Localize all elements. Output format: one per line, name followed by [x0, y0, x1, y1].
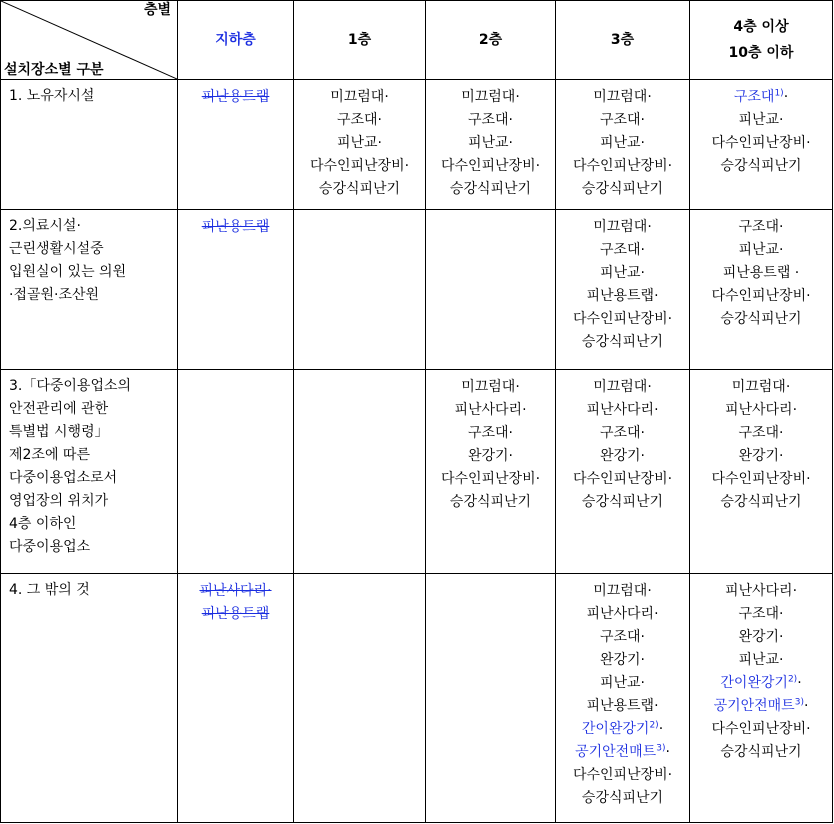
equipment-item — [690, 695, 832, 718]
equipment-item: 피난사다리· — [724, 583, 798, 599]
floor3-cell — [556, 574, 690, 823]
equipment-item: 구조대· — [738, 219, 784, 235]
row-category-cell — [1, 370, 178, 574]
equipment-item: 미끄럼대· — [593, 379, 652, 395]
equipment-item: 피난교· — [336, 135, 383, 151]
floor3-cell — [556, 370, 690, 574]
col-header-floor-4-line1: 4층 이상 — [733, 19, 789, 35]
added-item: 공기안전매트 — [575, 744, 657, 760]
category-line: 3.「다중이용업소의 — [9, 378, 132, 394]
deleted-item: 피난용트랩 — [201, 89, 270, 105]
floor1-cell — [294, 80, 426, 210]
added-item: 간이완강기 — [581, 721, 650, 737]
equipment-item: 피난교· — [738, 112, 784, 128]
equipment-item: 피난용트랩· — [586, 698, 659, 714]
floor4-cell — [690, 80, 833, 210]
equipment-item: 다수인피난장비· — [440, 158, 541, 174]
equipment-item: 다수인피난장비· — [309, 158, 410, 174]
equipment-item: 미끄럼대· — [593, 583, 652, 599]
footnote-marker: 3) — [794, 697, 804, 708]
equipment-item: 다수인피난장비· — [572, 311, 673, 327]
category-line: 2.의료시설· — [9, 218, 81, 234]
equipment-item: 피난사다리· — [724, 402, 798, 418]
category-line: 다중이용업소 — [9, 539, 91, 555]
col-header-floor-2: 2층 — [426, 1, 556, 80]
equipment-item: 구조대· — [738, 425, 784, 441]
col-header-floor-1: 1층 — [294, 1, 426, 80]
corner-header-cell — [1, 1, 178, 80]
category-line: ·접골원·조산원 — [9, 287, 100, 303]
floor1-cell — [294, 574, 426, 823]
equipment-item: 승강식피난기 — [720, 494, 802, 510]
equipment-item: 승강식피난기 — [581, 334, 664, 350]
floor2-cell — [426, 210, 556, 370]
footnote-marker: 2) — [787, 674, 798, 685]
category-line: 제2조에 따른 — [9, 447, 90, 463]
category-line: 입원실이 있는 의원 — [9, 264, 127, 280]
deleted-item: 피난용트랩 — [201, 219, 270, 235]
category-line: 근린생활시설중 — [9, 241, 104, 257]
equipment-item: 승강식피난기 — [720, 158, 802, 174]
equipment-item: 완강기· — [599, 652, 646, 668]
footnote-marker: 1) — [774, 88, 784, 99]
row-category-cell — [1, 210, 178, 370]
separator: · — [665, 744, 670, 760]
row-category-cell — [1, 80, 178, 210]
footnote-marker: 2) — [649, 720, 659, 731]
equipment-item: 미끄럼대· — [593, 89, 652, 105]
floor2-cell — [426, 370, 556, 574]
equipment-item: 피난용트랩· — [586, 288, 659, 304]
basement-cell — [178, 80, 294, 210]
floor4-cell — [690, 370, 833, 574]
equipment-item: 다수인피난장비· — [711, 471, 811, 487]
added-item: 간이완강기 — [720, 675, 788, 691]
added-item: 구조대 — [733, 89, 775, 105]
floor4-cell — [690, 210, 833, 370]
equipment-item — [556, 718, 689, 741]
equipment-item: 구조대· — [599, 629, 646, 645]
deleted-item: 피난용트랩 — [201, 606, 270, 622]
equipment-item: 미끄럼대· — [731, 379, 791, 395]
category-line: 4. 그 밖의 것 — [9, 582, 90, 598]
separator: · — [797, 675, 802, 691]
equipment-item: 구조대· — [467, 425, 514, 441]
table-row — [1, 574, 833, 823]
header-row — [1, 1, 833, 80]
equipment-item: 승강식피난기 — [449, 494, 532, 510]
equipment-item: 다수인피난장비· — [440, 471, 541, 487]
equipment-item: 완강기· — [738, 629, 784, 645]
equipment-item: 다수인피난장비· — [572, 158, 673, 174]
equipment-item: 승강식피난기 — [720, 311, 802, 327]
equipment-item: 다수인피난장비· — [711, 721, 811, 737]
equipment-item: 피난교· — [467, 135, 514, 151]
category-line: 특별법 시행령」 — [9, 424, 109, 440]
added-item: 공기안전매트 — [713, 698, 795, 714]
equipment-item: 피난교· — [738, 652, 784, 668]
equipment-item: 구조대· — [336, 112, 383, 128]
equipment-item: 승강식피난기 — [318, 181, 401, 197]
footnote-marker: 3) — [656, 743, 666, 754]
separator: · — [803, 698, 809, 714]
table-row — [1, 80, 833, 210]
equipment-item — [690, 86, 832, 109]
equipment-item: 승강식피난기 — [581, 790, 664, 806]
equipment-item: 미끄럼대· — [330, 89, 389, 105]
equipment-item: 피난사다리· — [586, 606, 659, 622]
floor4-cell — [690, 574, 833, 823]
equipment-item: 미끄럼대· — [461, 89, 520, 105]
equipment-item: 완강기· — [467, 448, 514, 464]
equipment-item: 승강식피난기 — [720, 744, 802, 760]
equipment-item: 피난사다리· — [586, 402, 659, 418]
equipment-item: 구조대· — [599, 112, 646, 128]
equipment-item: 다수인피난장비· — [711, 288, 811, 304]
separator: · — [783, 89, 789, 105]
floor1-cell — [294, 370, 426, 574]
location-axis-label: 설치장소별 구분 — [4, 62, 104, 78]
equipment-item: 구조대· — [599, 425, 646, 441]
equipment-item: 다수인피난장비· — [572, 767, 673, 783]
equipment-item — [556, 741, 689, 764]
equipment-item: 피난교· — [599, 675, 646, 691]
deleted-item: 피난사다리· — [199, 583, 272, 599]
equipment-item: 승강식피난기 — [449, 181, 532, 197]
floor3-cell — [556, 80, 690, 210]
equipment-item: 승강식피난기 — [581, 494, 664, 510]
equipment-item: 피난용트랩 · — [722, 265, 800, 281]
equipment-item: 피난교· — [599, 265, 646, 281]
table-row — [1, 370, 833, 574]
floor1-cell — [294, 210, 426, 370]
equipment-item — [690, 672, 832, 695]
category-line: 1. 노유자시설 — [9, 88, 95, 104]
equipment-item: 다수인피난장비· — [711, 135, 811, 151]
equipment-item: 피난교· — [738, 242, 784, 258]
floor2-cell — [426, 574, 556, 823]
basement-cell — [178, 210, 294, 370]
equipment-item: 피난교· — [599, 135, 646, 151]
floor2-cell — [426, 80, 556, 210]
table-row — [1, 210, 833, 370]
equipment-item: 다수인피난장비· — [572, 471, 673, 487]
equipment-item: 구조대· — [467, 112, 514, 128]
equipment-item: 완강기· — [599, 448, 646, 464]
category-line: 다중이용업소로서 — [9, 470, 118, 486]
col-header-floor-4-line2: 10층 이하 — [728, 45, 794, 61]
equipment-item: 승강식피난기 — [581, 181, 664, 197]
equipment-item: 구조대· — [599, 242, 646, 258]
equipment-item: 미끄럼대· — [461, 379, 520, 395]
category-line: 영업장의 위치가 — [9, 493, 109, 509]
equipment-item: 완강기· — [738, 448, 784, 464]
category-line: 안전관리에 관한 — [9, 401, 109, 417]
separator: · — [658, 721, 664, 737]
equipment-item: 구조대· — [738, 606, 784, 622]
equipment-item: 미끄럼대· — [593, 219, 652, 235]
basement-cell — [178, 370, 294, 574]
col-header-floor-4-10 — [690, 1, 833, 80]
equipment-item: 피난사다리· — [454, 402, 527, 418]
col-header-basement: 지하층 — [178, 1, 294, 80]
floor3-cell — [556, 210, 690, 370]
floor-axis-label: 층별 — [143, 2, 171, 18]
basement-cell — [178, 574, 294, 823]
row-category-cell — [1, 574, 178, 823]
category-line: 4층 이하인 — [9, 516, 77, 532]
col-header-floor-3: 3층 — [556, 1, 690, 80]
